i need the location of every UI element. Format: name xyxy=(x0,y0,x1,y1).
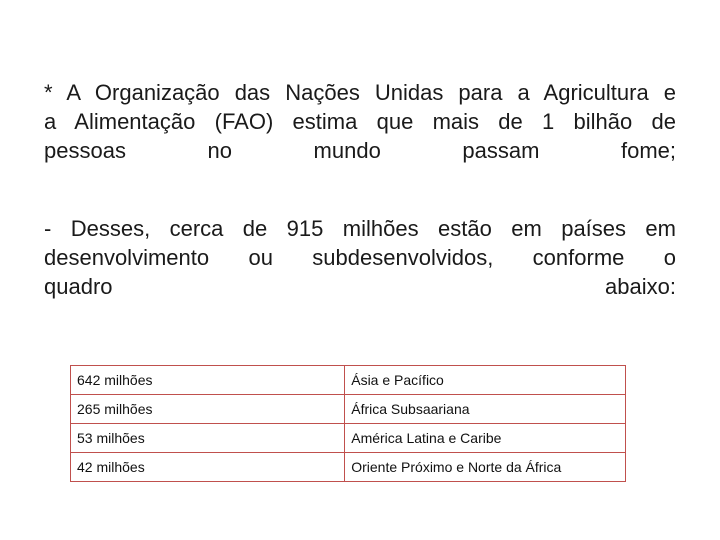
amount-cell: 265 milhões xyxy=(71,395,345,424)
paragraph-line: a Alimentação (FAO) estima que mais de 1 bilhão de xyxy=(44,109,676,134)
paragraph-line: * A Organização das Nações Unidas para a Agricultura e xyxy=(44,80,676,105)
table-row xyxy=(71,453,626,482)
region-cell: África Subsaariana xyxy=(345,395,626,424)
paragraph-line: desenvolvimento ou subdesenvolvidos, conforme o xyxy=(44,245,676,270)
paragraph-line: quadro abaixo: xyxy=(44,274,676,299)
developing-countries-paragraph xyxy=(44,214,676,301)
amount-cell: 642 milhões xyxy=(71,366,345,395)
amount-cell: 42 milhões xyxy=(71,453,345,482)
region-cell: Ásia e Pacífico xyxy=(345,366,626,395)
amount-cell: 53 milhões xyxy=(71,424,345,453)
paragraph-line: - Desses, cerca de 915 milhões estão em países em xyxy=(44,216,676,241)
table-row xyxy=(71,366,626,395)
table-row xyxy=(71,395,626,424)
fao-estimate-paragraph xyxy=(44,78,676,165)
paragraph-line: pessoas no mundo passam fome; xyxy=(44,138,676,163)
hunger-by-region-table xyxy=(70,365,626,482)
region-cell: América Latina e Caribe xyxy=(345,424,626,453)
table-row xyxy=(71,424,626,453)
region-cell: Oriente Próximo e Norte da África xyxy=(345,453,626,482)
